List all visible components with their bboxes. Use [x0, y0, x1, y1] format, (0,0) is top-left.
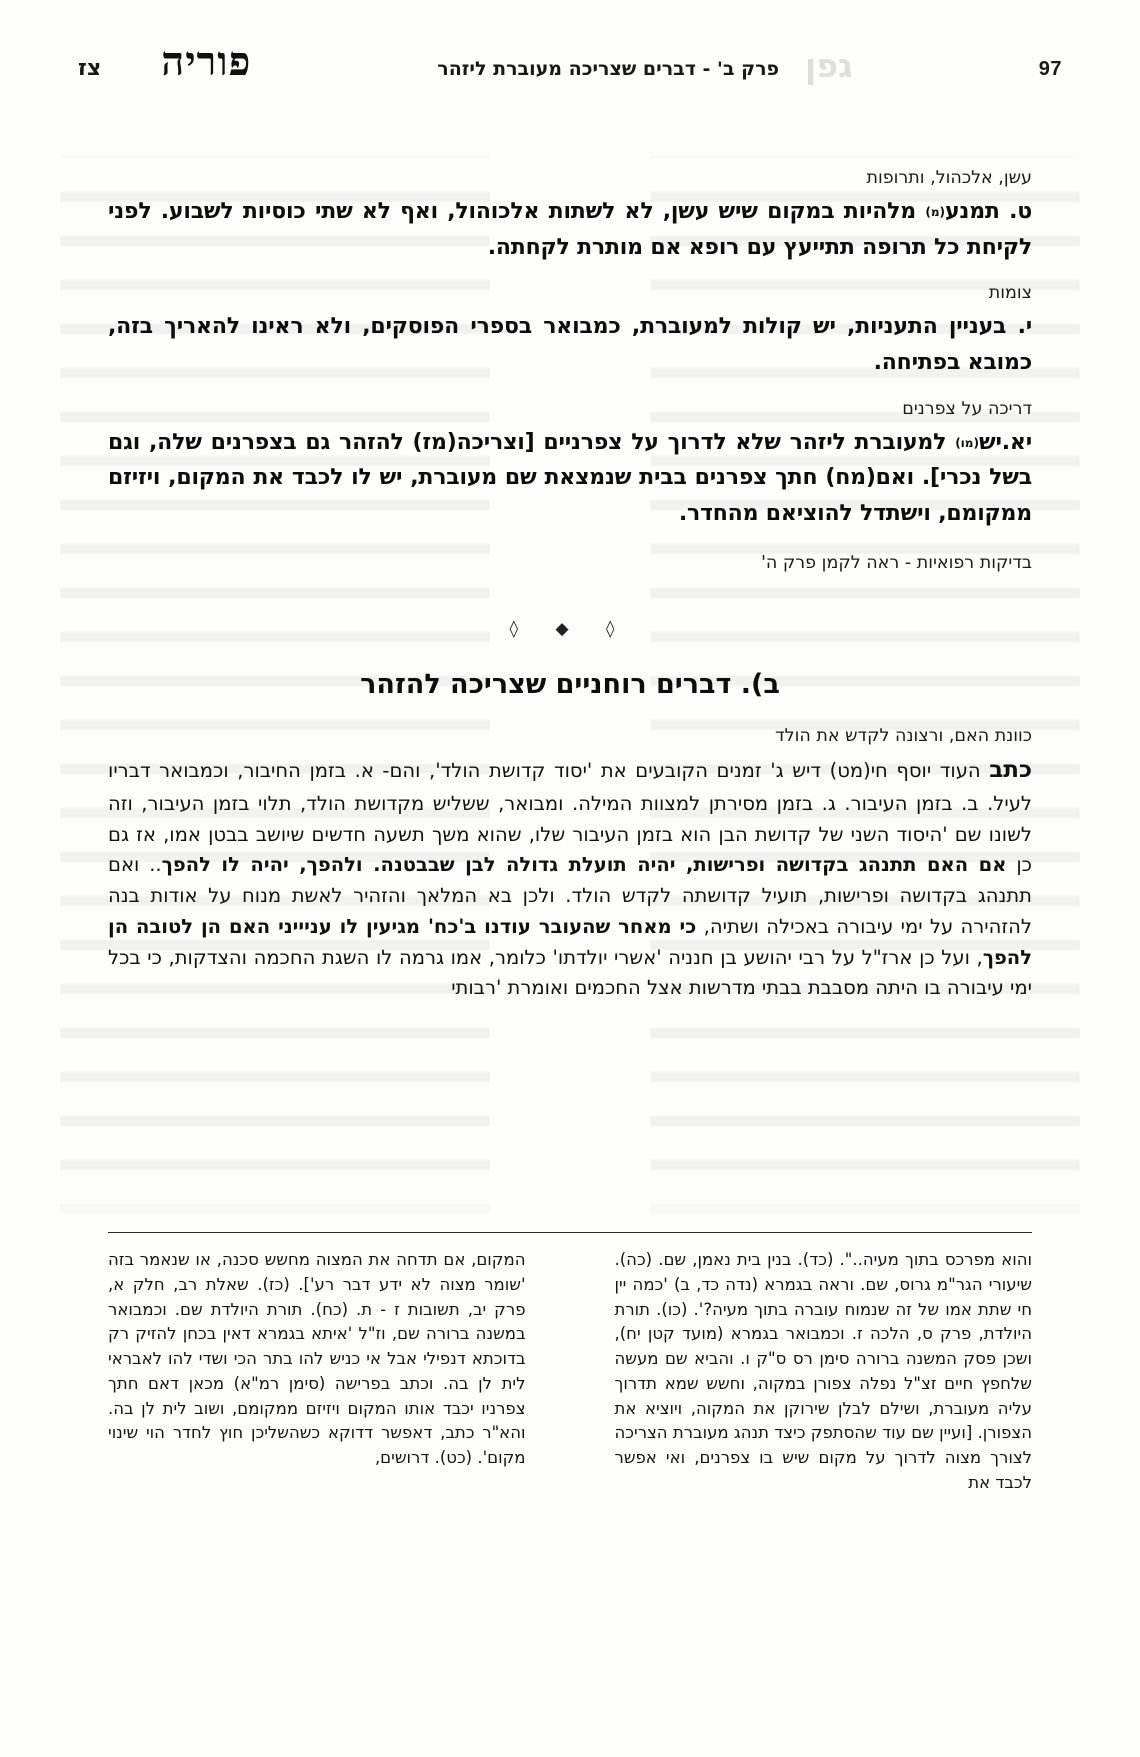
prose-paragraph [108, 752, 1032, 1004]
subhead-fasts: צומות [988, 283, 1032, 304]
halacha-item [108, 194, 1032, 265]
page-number: 97 [1038, 58, 1062, 80]
halacha-lead-word: יש [978, 429, 1002, 455]
halacha-lead-word: תמנע [944, 199, 1000, 224]
footnote-column-left: המקום, אם תדחה את המצוה מחשש סכנה, או שנאמר בזה 'שומר מצוה לא ידע דבר רע']. (כז). שאלת רב, חלק א, פרק יב, תשובות ז - ת. (כח). תורת היולדת שם. וכמבואר במשנה ברורה שם, וז"ל 'איתא בגמרא דאין בכחן להזיק רק בדוכתא דנפילי אבל אי כניש להו בתר הכי ושדי להו לאבראי לית לן בה. וכתב בפרישה (סימן רמ"א) מכאן דאם חתך צפרניו יכבד אותו המקום ויזיזם ממקומם, ושוב לית לן בה. והא"ר כתב, דאפשר דדוקא כשהשליכן חוץ לחדר הוי שינוי מקום'. (כט). דרושים, [108, 1250, 526, 1467]
halacha-footnote-ref: (מ) [925, 205, 945, 219]
halacha-body: למעוברת ליזהר שלא לדרוך על צפרניים [וצריכה(מז) להזהר גם בצפרנים שלה, וגם בשל נכרי]. ואם(מח) חתך צפרנים בבית שנמצאת שם מעוברת, יש לו לכבד את המקום, ויזיזם ממקומם, וישתדל להוציאם מהחדר. [108, 429, 1032, 526]
prose-body-2: .. ואם תתנהג בקדושה ופרישות, תועיל קדושתה לקדש הולד. ולכן בא המלאך והזהיר לאשת מנוח על אודות בנה להזהירה על ימי עיבורה באכילה ושתיה, [108, 853, 1032, 938]
halacha-item [108, 309, 1032, 380]
prose-lead-word: כתב [989, 757, 1032, 784]
page-header [78, 38, 1062, 94]
folio-marker: צז [78, 56, 102, 81]
footnote-column-gap [570, 1248, 571, 1747]
section-title: ב). דברים רוחניים שצריכה להזהר [360, 669, 780, 701]
halacha-number: י. [1017, 314, 1032, 340]
halacha-number: יא. [1001, 429, 1032, 455]
subhead-intention: כוונת האם, ורצונה לקדש את הולד [775, 726, 1032, 747]
footnotes-area [108, 1248, 1032, 1747]
header-center-group [437, 44, 852, 83]
subhead-nails: דריכה על צפרנים [902, 398, 1032, 419]
footnote-divider [108, 1232, 1032, 1233]
cross-reference-note: בדיקות רפואיות - ראה לקמן פרק ה' [761, 553, 1032, 574]
prose-bold-1: אם האם תתנהג בקדושה ופרישות, יהיה תועלת גדולה לבן שבבטנה. ולהפך, יהיה לו להפך [161, 853, 1007, 877]
book-title: פוריה [161, 38, 252, 85]
footnote-column-right: והוא מפרכס בתוך מעיה..". (כד). בנין בית נאמן, שם. (כה). שיעורי הגר"מ גרוס, שם. וראה בגמרא (נדה כד, ב) 'כמה יין חי שתת אמו של זה שנמוח עוברה בתוך מעיה?'. (כו). תורת היולדת, פרק ס, הלכה ז. וכמבואר בגמרא (מועד קטן יח), ושכן פסק המשנה ברורה סימן רס ס"ק ו. והביא שם מעשה שלחפץ חיים זצ"ל נפלה צפורן במקוה, וחשש שמא תדרוך עליה מעוברת, ושילם לבלן שירוקן את המקוה, ויוציא את הצפורן. [ועיין שם עוד שהסתפק כיצד תנהג מעוברת הצריכה לצורך מצוה לדרוך על מקום שיש בו צפרנים, ואי אפשר לכבד את [614, 1250, 1032, 1492]
prose-body-3: , ועל כן ארז"ל על רבי יהושע בן חנניה 'אשרי יולדתו' כלומר, אמו גרמה לו השגת החכמה והצדקות, כי בכל ימי עיבורה בו היתה מסבבת בבתי מדרשות אצל החכמים ואומרת 'רבותי [108, 945, 1032, 1000]
header-left-group [78, 38, 251, 85]
subhead-smoking: עשן, אלכהול, ותרופות [866, 168, 1032, 188]
header-chapter-line: פרק ב' - דברים שצריכה מעוברת ליזהר [437, 58, 779, 80]
section-divider-ornament: ◊ ◆ ◊ [509, 619, 631, 640]
halacha-body: בעניין התעניות, יש קולות למעוברת, כמבואר בספרי הפוסקים, ולא ראינו להאריך בזה, כמובא בפתיחה. [108, 314, 1032, 375]
header-ghost-word: גפן [805, 46, 853, 85]
prose-body-1: העוד יוסף חי(מט) דיש ג' זמנים הקובעים את 'יסוד קדושת הולד', והם- א. בזמן החיבור, וכמבואר דבריו לעיל. ב. בזמן העיבור. ג. בזמן מסירתן למצוות המילה. ומבואר, ששליש מקדושת הולד, תלוי בזמן העיבור, וזה לשונו שם 'היסוד השני של קדושת הבן הוא בזמן העיבור שלו, שהוא משך תשעה חדשים שיושב בבטן אמו, אז גם כן [108, 759, 1032, 877]
prose-bold-2: כי מאחר שהעובר עודנו ב'כח' מגיעין לו עניייני האם הן לטובה הן להפך [108, 914, 1032, 969]
halacha-footnote-ref: (מו) [955, 435, 979, 450]
halacha-number: ט. [1009, 199, 1032, 224]
halacha-body: מלהיות במקום שיש עשן, לא לשתות אלכוהול, ואף לא שתי כוסיות לשבוע. לפני לקיחת כל תרופה תתייעץ עם רופא אם מותרת לקחתה. [108, 199, 1032, 260]
halacha-item [108, 425, 1032, 532]
main-text-column [108, 150, 1032, 1004]
